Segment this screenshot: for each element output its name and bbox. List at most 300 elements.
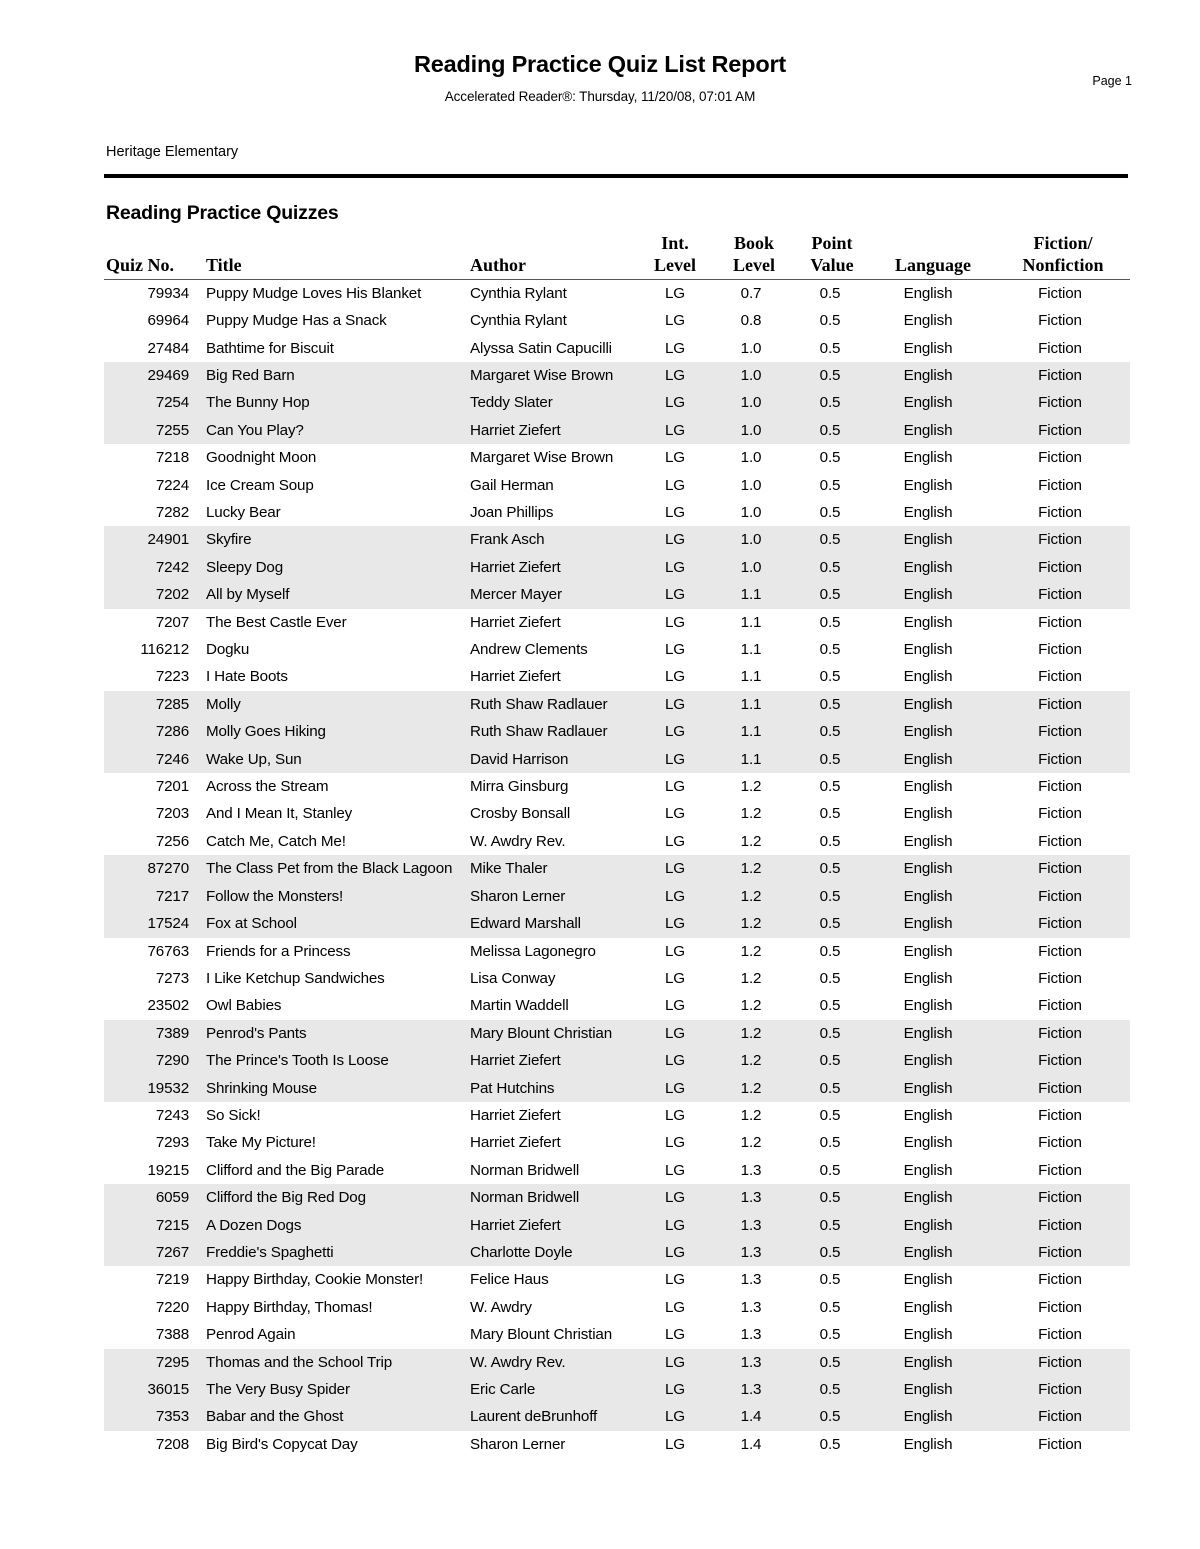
cell-book-level: 1.2 [714, 800, 794, 827]
cell-title-text: Can You Play? [206, 421, 304, 439]
table-row [104, 1266, 1130, 1293]
cell-quiz-no: 87270 [104, 855, 200, 882]
cell-author [470, 773, 636, 800]
cell-int-level: LG [636, 1376, 714, 1403]
cell-language: English [870, 554, 996, 581]
cell-point-value: 0.5 [794, 855, 870, 882]
cell-author [470, 1403, 636, 1430]
cell-int-level: LG [636, 1184, 714, 1211]
cell-author-text: W. Awdry Rev. [470, 1353, 566, 1371]
cell-int-level: LG [636, 800, 714, 827]
column-header-language [870, 233, 996, 279]
cell-fiction: Fiction [996, 1431, 1130, 1458]
cell-point-value: 0.5 [794, 691, 870, 718]
cell-point-value: 0.5 [794, 1321, 870, 1348]
cell-int-level: LG [636, 691, 714, 718]
cell-point-value: 0.5 [794, 663, 870, 690]
table-row [104, 910, 1130, 937]
cell-author [470, 609, 636, 636]
cell-int-level: LG [636, 1212, 714, 1239]
cell-quiz-no: 7246 [104, 746, 200, 773]
cell-language: English [870, 663, 996, 690]
cell-title [200, 1102, 470, 1129]
cell-title [200, 1349, 470, 1376]
cell-fiction: Fiction [996, 1266, 1130, 1293]
cell-quiz-no: 7223 [104, 663, 200, 690]
cell-title [200, 554, 470, 581]
cell-point-value: 0.5 [794, 1403, 870, 1430]
cell-language: English [870, 1239, 996, 1266]
cell-author-text: Harriet Ziefert [470, 1052, 561, 1070]
table-row [104, 472, 1130, 499]
cell-language: English [870, 773, 996, 800]
table-row [104, 609, 1130, 636]
cell-title-text: Happy Birthday, Cookie Monster! [206, 1271, 424, 1289]
cell-book-level: 1.0 [714, 335, 794, 362]
table-row [104, 554, 1130, 581]
cell-language: English [870, 279, 996, 307]
cell-author-text: Cynthia Rylant [470, 312, 567, 330]
cell-author-text: Sharon Lerner [470, 887, 566, 905]
cell-fiction: Fiction [996, 1047, 1130, 1074]
column-header-title [200, 233, 470, 279]
cell-language: English [870, 1020, 996, 1047]
cell-author [470, 1129, 636, 1156]
table-row [104, 718, 1130, 745]
cell-title [200, 746, 470, 773]
cell-quiz-no: 24901 [104, 526, 200, 553]
cell-point-value: 0.5 [794, 609, 870, 636]
table-row [104, 1102, 1130, 1129]
cell-book-level: 1.0 [714, 444, 794, 471]
cell-point-value: 0.5 [794, 773, 870, 800]
cell-point-value: 0.5 [794, 1349, 870, 1376]
table-row [104, 992, 1130, 1019]
cell-title [200, 1020, 470, 1047]
cell-point-value: 0.5 [794, 307, 870, 334]
cell-fiction: Fiction [996, 389, 1130, 416]
cell-point-value: 0.5 [794, 362, 870, 389]
cell-title-text: Take My Picture! [206, 1134, 316, 1152]
cell-title [200, 883, 470, 910]
cell-point-value: 0.5 [794, 1020, 870, 1047]
cell-author [470, 663, 636, 690]
column-header-quiz-no [104, 233, 200, 279]
cell-title-text: Big Bird's Copycat Day [206, 1435, 358, 1453]
table-row [104, 499, 1130, 526]
cell-author [470, 499, 636, 526]
cell-author-text: Alyssa Satin Capucilli [470, 339, 612, 357]
cell-title-text: The Best Castle Ever [206, 613, 347, 631]
cell-quiz-no: 7220 [104, 1294, 200, 1321]
cell-fiction: Fiction [996, 1212, 1130, 1239]
cell-int-level: LG [636, 1349, 714, 1376]
cell-int-level: LG [636, 307, 714, 334]
cell-fiction: Fiction [996, 663, 1130, 690]
cell-title [200, 1294, 470, 1321]
cell-book-level: 1.1 [714, 609, 794, 636]
cell-title-text: Wake Up, Sun [206, 750, 302, 768]
cell-title-text: Penrod Again [206, 1326, 296, 1344]
table-row [104, 965, 1130, 992]
cell-language: English [870, 389, 996, 416]
cell-point-value: 0.5 [794, 417, 870, 444]
cell-title [200, 718, 470, 745]
cell-book-level: 1.2 [714, 1047, 794, 1074]
cell-int-level: LG [636, 1294, 714, 1321]
cell-title-text: The Bunny Hop [206, 394, 310, 412]
cell-fiction: Fiction [996, 279, 1130, 307]
cell-int-level: LG [636, 855, 714, 882]
cell-title [200, 499, 470, 526]
table-row [104, 663, 1130, 690]
cell-point-value: 0.5 [794, 1075, 870, 1102]
cell-book-level: 1.4 [714, 1431, 794, 1458]
cell-point-value: 0.5 [794, 1212, 870, 1239]
cell-int-level: LG [636, 1129, 714, 1156]
cell-int-level: LG [636, 1102, 714, 1129]
cell-point-value: 0.5 [794, 1294, 870, 1321]
cell-fiction: Fiction [996, 1075, 1130, 1102]
cell-point-value: 0.5 [794, 1266, 870, 1293]
cell-author [470, 1102, 636, 1129]
header-divider [104, 174, 1128, 178]
cell-title-text: Owl Babies [206, 997, 282, 1015]
cell-language: English [870, 417, 996, 444]
cell-book-level: 1.0 [714, 526, 794, 553]
cell-author-text: Harriet Ziefert [470, 613, 561, 631]
cell-int-level: LG [636, 389, 714, 416]
cell-book-level: 1.2 [714, 938, 794, 965]
cell-language: English [870, 1129, 996, 1156]
table-row [104, 1431, 1130, 1458]
cell-int-level: LG [636, 1266, 714, 1293]
cell-title [200, 938, 470, 965]
cell-language: English [870, 499, 996, 526]
cell-author-text: Teddy Slater [470, 394, 553, 412]
cell-fiction: Fiction [996, 1184, 1130, 1211]
cell-book-level: 1.3 [714, 1157, 794, 1184]
cell-author [470, 910, 636, 937]
cell-author-text: Felice Haus [470, 1271, 549, 1289]
cell-language: English [870, 1294, 996, 1321]
cell-author [470, 1266, 636, 1293]
cell-title-text: Goodnight Moon [206, 449, 317, 467]
cell-title-text: Freddie's Spaghetti [206, 1243, 334, 1261]
cell-title-text: Thomas and the School Trip [206, 1353, 393, 1371]
cell-author [470, 636, 636, 663]
cell-point-value: 0.5 [794, 965, 870, 992]
cell-author-text: David Harrison [470, 750, 569, 768]
cell-book-level: 1.2 [714, 1102, 794, 1129]
cell-language: English [870, 910, 996, 937]
cell-point-value: 0.5 [794, 800, 870, 827]
cell-quiz-no: 7208 [104, 1431, 200, 1458]
cell-book-level: 1.0 [714, 389, 794, 416]
cell-book-level: 1.3 [714, 1212, 794, 1239]
cell-quiz-no: 6059 [104, 1184, 200, 1211]
cell-point-value: 0.5 [794, 335, 870, 362]
cell-quiz-no: 7201 [104, 773, 200, 800]
cell-language: English [870, 1431, 996, 1458]
cell-int-level: LG [636, 1157, 714, 1184]
cell-title-text: I Hate Boots [206, 668, 288, 686]
cell-title-text: Ice Cream Soup [206, 476, 314, 494]
cell-language: English [870, 938, 996, 965]
cell-title [200, 1129, 470, 1156]
cell-quiz-no: 19215 [104, 1157, 200, 1184]
column-header-book-level [714, 233, 794, 279]
page-number: Page 1 [1092, 74, 1132, 88]
cell-int-level: LG [636, 992, 714, 1019]
column-header-fiction [996, 233, 1130, 279]
column-header-book-level-line1: Book [733, 232, 775, 253]
cell-fiction: Fiction [996, 1376, 1130, 1403]
table-row [104, 746, 1130, 773]
table-row [104, 444, 1130, 471]
table-row [104, 1157, 1130, 1184]
cell-fiction: Fiction [996, 1102, 1130, 1129]
cell-fiction: Fiction [996, 992, 1130, 1019]
cell-book-level: 1.2 [714, 855, 794, 882]
cell-author-text: Harriet Ziefert [470, 1216, 561, 1234]
cell-quiz-no: 7203 [104, 800, 200, 827]
table-row [104, 1212, 1130, 1239]
cell-point-value: 0.5 [794, 992, 870, 1019]
cell-quiz-no: 7353 [104, 1403, 200, 1430]
cell-quiz-no: 7242 [104, 554, 200, 581]
cell-author-text: Harriet Ziefert [470, 668, 561, 686]
cell-int-level: LG [636, 1403, 714, 1430]
cell-author-text: Crosby Bonsall [470, 805, 571, 823]
cell-author-text: Ruth Shaw Radlauer [470, 723, 608, 741]
cell-fiction: Fiction [996, 636, 1130, 663]
cell-author-text: Harriet Ziefert [470, 421, 561, 439]
cell-author [470, 1239, 636, 1266]
cell-title [200, 1047, 470, 1074]
cell-fiction: Fiction [996, 1294, 1130, 1321]
cell-title-text: Babar and the Ghost [206, 1408, 344, 1426]
cell-int-level: LG [636, 828, 714, 855]
cell-language: English [870, 992, 996, 1019]
cell-title [200, 417, 470, 444]
cell-title-text: Happy Birthday, Thomas! [206, 1298, 373, 1316]
cell-fiction: Fiction [996, 444, 1130, 471]
cell-fiction: Fiction [996, 910, 1130, 937]
cell-fiction: Fiction [996, 581, 1130, 608]
cell-title-text: A Dozen Dogs [206, 1216, 302, 1234]
cell-quiz-no: 7255 [104, 417, 200, 444]
cell-author [470, 444, 636, 471]
cell-title [200, 1184, 470, 1211]
cell-author [470, 307, 636, 334]
cell-title [200, 1075, 470, 1102]
table-row [104, 417, 1130, 444]
cell-book-level: 0.7 [714, 279, 794, 307]
cell-fiction: Fiction [996, 718, 1130, 745]
cell-title-text: And I Mean It, Stanley [206, 805, 353, 823]
cell-fiction: Fiction [996, 526, 1130, 553]
cell-point-value: 0.5 [794, 1129, 870, 1156]
quiz-table [104, 233, 1130, 1458]
cell-book-level: 1.4 [714, 1403, 794, 1430]
table-row [104, 1376, 1130, 1403]
cell-author [470, 1349, 636, 1376]
cell-author-text: Melissa Lagonegro [470, 942, 596, 960]
table-row [104, 1403, 1130, 1430]
cell-title [200, 855, 470, 882]
cell-title [200, 279, 470, 307]
cell-title-text: Across the Stream [206, 778, 329, 796]
table-body [104, 279, 1130, 1458]
cell-book-level: 1.2 [714, 992, 794, 1019]
cell-author [470, 417, 636, 444]
cell-book-level: 0.8 [714, 307, 794, 334]
cell-language: English [870, 855, 996, 882]
cell-language: English [870, 335, 996, 362]
cell-book-level: 1.0 [714, 417, 794, 444]
cell-language: English [870, 609, 996, 636]
cell-point-value: 0.5 [794, 883, 870, 910]
cell-point-value: 0.5 [794, 910, 870, 937]
cell-book-level: 1.2 [714, 910, 794, 937]
cell-title [200, 1321, 470, 1348]
cell-language: English [870, 472, 996, 499]
cell-language: English [870, 1102, 996, 1129]
cell-point-value: 0.5 [794, 1157, 870, 1184]
cell-quiz-no: 7290 [104, 1047, 200, 1074]
cell-int-level: LG [636, 1239, 714, 1266]
cell-title-text: The Prince's Tooth Is Loose [206, 1052, 389, 1070]
cell-author-text: Harriet Ziefert [470, 558, 561, 576]
cell-title [200, 1157, 470, 1184]
cell-quiz-no: 7389 [104, 1020, 200, 1047]
cell-language: English [870, 444, 996, 471]
cell-title-text: Penrod's Pants [206, 1024, 307, 1042]
cell-book-level: 1.0 [714, 472, 794, 499]
cell-int-level: LG [636, 1047, 714, 1074]
cell-title [200, 335, 470, 362]
column-header-point-value-line2: Value [810, 254, 854, 275]
column-header-title-label: Title [206, 254, 242, 275]
cell-fiction: Fiction [996, 417, 1130, 444]
cell-author-text: Sharon Lerner [470, 1435, 566, 1453]
cell-title-text: Puppy Mudge Loves His Blanket [206, 284, 422, 302]
cell-language: English [870, 636, 996, 663]
cell-book-level: 1.3 [714, 1349, 794, 1376]
cell-book-level: 1.2 [714, 828, 794, 855]
section-title: Reading Practice Quizzes [106, 201, 339, 224]
cell-author [470, 965, 636, 992]
cell-title [200, 1212, 470, 1239]
cell-author [470, 581, 636, 608]
table-row [104, 581, 1130, 608]
cell-title [200, 828, 470, 855]
column-header-fiction-line2: Nonfiction [1022, 254, 1104, 275]
table-row [104, 691, 1130, 718]
cell-quiz-no: 29469 [104, 362, 200, 389]
cell-point-value: 0.5 [794, 828, 870, 855]
cell-int-level: LG [636, 636, 714, 663]
cell-point-value: 0.5 [794, 499, 870, 526]
cell-author [470, 1157, 636, 1184]
cell-language: English [870, 1403, 996, 1430]
table-row [104, 279, 1130, 307]
cell-language: English [870, 1184, 996, 1211]
cell-int-level: LG [636, 965, 714, 992]
cell-int-level: LG [636, 1431, 714, 1458]
cell-point-value: 0.5 [794, 1239, 870, 1266]
table-row [104, 526, 1130, 553]
cell-author [470, 1075, 636, 1102]
column-header-point-value [794, 233, 870, 279]
cell-quiz-no: 27484 [104, 335, 200, 362]
cell-int-level: LG [636, 718, 714, 745]
cell-quiz-no: 7219 [104, 1266, 200, 1293]
cell-quiz-no: 19532 [104, 1075, 200, 1102]
cell-title-text: Sleepy Dog [206, 558, 284, 576]
table-row [104, 938, 1130, 965]
column-header-fiction-line1: Fiction/ [1033, 232, 1093, 253]
cell-language: English [870, 1321, 996, 1348]
table-row [104, 335, 1130, 362]
cell-title [200, 773, 470, 800]
cell-fiction: Fiction [996, 855, 1130, 882]
cell-author-text: Mike Thaler [470, 860, 548, 878]
cell-author-text: Frank Asch [470, 531, 545, 549]
cell-title-text: Puppy Mudge Has a Snack [206, 312, 387, 330]
cell-author [470, 1294, 636, 1321]
cell-quiz-no: 7282 [104, 499, 200, 526]
cell-book-level: 1.3 [714, 1321, 794, 1348]
cell-language: English [870, 1376, 996, 1403]
cell-fiction: Fiction [996, 554, 1130, 581]
cell-quiz-no: 7293 [104, 1129, 200, 1156]
cell-fiction: Fiction [996, 800, 1130, 827]
report-subtitle: Accelerated Reader®: Thursday, 11/20/08, 07:01 AM [444, 88, 756, 104]
table-row [104, 800, 1130, 827]
cell-quiz-no: 23502 [104, 992, 200, 1019]
cell-author [470, 1212, 636, 1239]
cell-title [200, 965, 470, 992]
cell-title-text: All by Myself [206, 586, 290, 604]
cell-quiz-no: 7217 [104, 883, 200, 910]
cell-author [470, 855, 636, 882]
table-row [104, 636, 1130, 663]
cell-point-value: 0.5 [794, 1102, 870, 1129]
cell-quiz-no: 36015 [104, 1376, 200, 1403]
column-header-int-level-line2: Level [654, 254, 696, 275]
cell-fiction: Fiction [996, 938, 1130, 965]
cell-book-level: 1.3 [714, 1294, 794, 1321]
cell-author [470, 1321, 636, 1348]
cell-author [470, 1431, 636, 1458]
cell-author-text: Charlotte Doyle [470, 1243, 573, 1261]
cell-int-level: LG [636, 910, 714, 937]
cell-quiz-no: 7254 [104, 389, 200, 416]
cell-author-text: Martin Waddell [470, 997, 569, 1015]
table-row [104, 1075, 1130, 1102]
cell-title [200, 362, 470, 389]
cell-fiction: Fiction [996, 691, 1130, 718]
cell-fiction: Fiction [996, 499, 1130, 526]
cell-quiz-no: 7273 [104, 965, 200, 992]
cell-author-text: Harriet Ziefert [470, 1134, 561, 1152]
cell-language: English [870, 1212, 996, 1239]
cell-quiz-no: 69964 [104, 307, 200, 334]
cell-title [200, 1403, 470, 1430]
cell-language: English [870, 1349, 996, 1376]
